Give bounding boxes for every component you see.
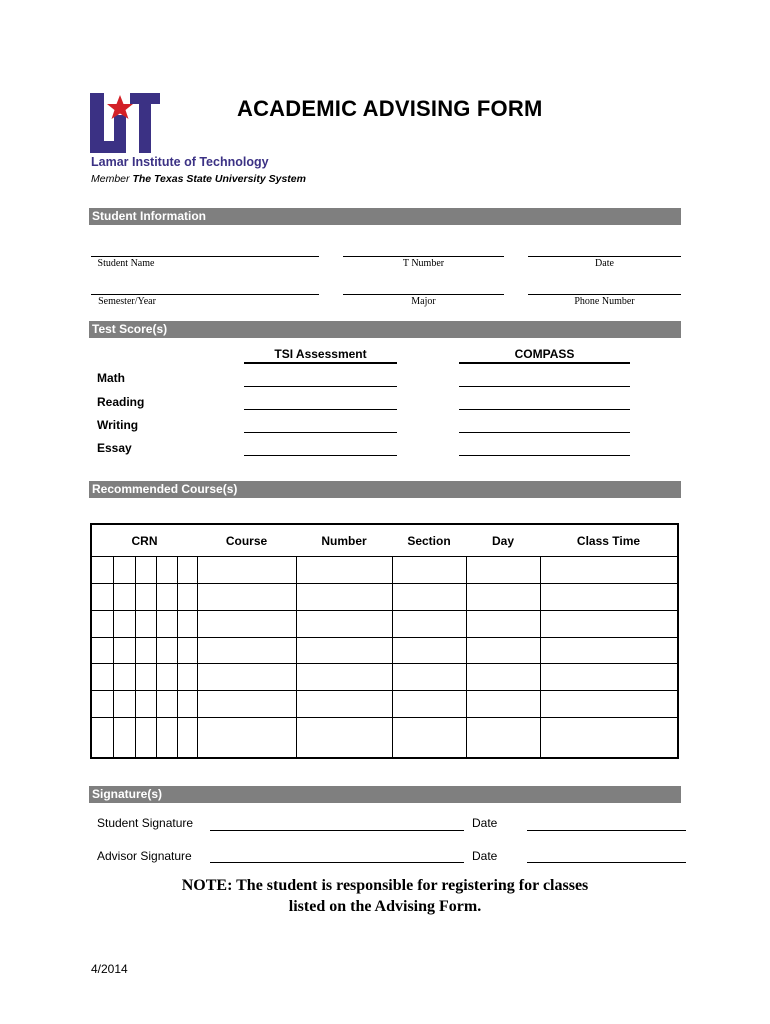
crn-header: CRN bbox=[91, 524, 197, 557]
member-prefix: Member bbox=[91, 173, 130, 185]
table-row bbox=[91, 583, 678, 610]
date-field[interactable] bbox=[528, 256, 681, 257]
institution-name: Lamar Institute of Technology bbox=[91, 155, 269, 169]
table-row bbox=[91, 718, 678, 758]
student-name-label: Student Name bbox=[97, 258, 155, 269]
advisor-date-field[interactable] bbox=[527, 862, 686, 863]
member-system: The Texas State University System bbox=[132, 173, 306, 185]
course-header: Course bbox=[197, 524, 296, 557]
reading-label: Reading bbox=[97, 395, 145, 409]
t-number-label: T Number bbox=[402, 258, 445, 269]
tsi-writing-field[interactable] bbox=[244, 432, 397, 433]
note-line-1: NOTE: The student is responsible for registering for classes bbox=[181, 877, 589, 894]
signatures-header: Signature(s) bbox=[89, 786, 681, 803]
note-line-2: listed on the Advising Form. bbox=[288, 898, 482, 915]
compass-writing-field[interactable] bbox=[459, 432, 630, 433]
courses-table bbox=[90, 523, 679, 759]
t-number-field[interactable] bbox=[343, 256, 504, 257]
student-date-label: Date bbox=[472, 816, 498, 830]
number-header: Number bbox=[296, 524, 392, 557]
student-signature-field[interactable] bbox=[210, 830, 464, 831]
compass-header: COMPASS bbox=[459, 347, 630, 364]
revision-date: 4/2014 bbox=[91, 962, 128, 976]
lit-logo bbox=[90, 93, 160, 153]
compass-reading-field[interactable] bbox=[459, 409, 630, 410]
student-name-field[interactable] bbox=[91, 256, 319, 257]
advisor-date-label: Date bbox=[472, 849, 498, 863]
student-date-field[interactable] bbox=[527, 830, 686, 831]
advisor-signature-field[interactable] bbox=[210, 862, 464, 863]
tsi-reading-field[interactable] bbox=[244, 409, 397, 410]
tsi-math-field[interactable] bbox=[244, 386, 397, 387]
phone-number-label: Phone Number bbox=[574, 296, 635, 307]
major-field[interactable] bbox=[343, 294, 504, 295]
tsi-essay-field[interactable] bbox=[244, 455, 397, 456]
major-label: Major bbox=[411, 296, 436, 307]
student-signature-label: Student Signature bbox=[97, 816, 194, 830]
advisor-signature-label: Advisor Signature bbox=[97, 849, 192, 863]
recommended-courses-header: Recommended Course(s) bbox=[89, 481, 681, 498]
courses-header-row bbox=[91, 524, 678, 557]
day-header: Day bbox=[466, 524, 540, 557]
table-row bbox=[91, 637, 678, 664]
semester-year-label: Semester/Year bbox=[98, 296, 156, 307]
phone-number-field[interactable] bbox=[528, 294, 681, 295]
semester-year-field[interactable] bbox=[91, 294, 319, 295]
table-row bbox=[91, 557, 678, 584]
section-header: Section bbox=[392, 524, 466, 557]
student-info-header: Student Information bbox=[89, 208, 681, 225]
date-label: Date bbox=[595, 258, 614, 269]
form-title: ACADEMIC ADVISING FORM bbox=[237, 96, 543, 121]
writing-label: Writing bbox=[97, 418, 139, 432]
member-line bbox=[91, 173, 306, 185]
table-row bbox=[91, 610, 678, 637]
compass-essay-field[interactable] bbox=[459, 455, 630, 456]
test-scores-header: Test Score(s) bbox=[89, 321, 681, 338]
class-time-header: Class Time bbox=[540, 524, 678, 557]
tsi-assessment-header: TSI Assessment bbox=[244, 347, 397, 364]
table-row bbox=[91, 691, 678, 718]
table-row bbox=[91, 664, 678, 691]
math-label: Math bbox=[97, 371, 125, 385]
essay-label: Essay bbox=[97, 441, 132, 455]
compass-math-field[interactable] bbox=[459, 386, 630, 387]
